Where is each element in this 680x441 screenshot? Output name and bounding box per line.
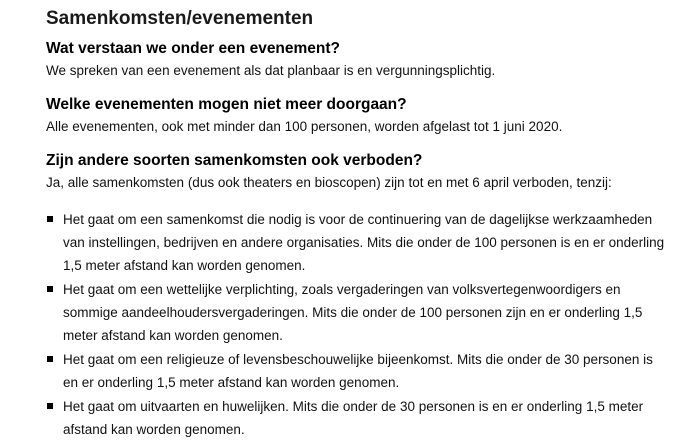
faq-answer: Alle evenementen, ook met minder dan 100 personen, worden afgelast tot 1 juni 2020. (46, 119, 563, 134)
exceptions-list (46, 208, 670, 441)
list-item-text: Het gaat om een religieuze of levensbeschouwelijke bijeenkomst. Mits die onder de 30 personen is en er onderling 1,5 meter afstand kan worden genomen. (63, 352, 653, 390)
list-item (46, 395, 670, 441)
list-item (46, 348, 670, 394)
list-item-text: Het gaat om uitvaarten en huwelijken. Mits die onder de 30 personen is en er onderling 1,5 meter afstand kan worden genomen. (63, 399, 644, 437)
faq-question: Zijn andere soorten samenkomsten ook verboden? (46, 152, 423, 169)
faq-answer: Ja, alle samenkomsten (dus ook theaters en bioscopen) zijn tot en met 6 april verboden, tenzij: (46, 175, 612, 190)
faq-section-other-gatherings (46, 150, 670, 441)
page-title: Samenkomsten/evenementen (46, 8, 314, 29)
list-item (46, 278, 670, 347)
square-bullet-icon (47, 216, 53, 222)
square-bullet-icon (47, 356, 53, 362)
faq-section-event-definition (46, 38, 670, 82)
faq-question: Welke evenementen mogen niet meer doorgaan? (46, 96, 407, 113)
faq-section-cancelled-events (46, 94, 670, 138)
faq-answer: We spreken van een evenement als dat planbaar is en vergunningsplichtig. (46, 63, 496, 78)
square-bullet-icon (47, 403, 53, 409)
list-item (46, 208, 670, 277)
list-item-text: Het gaat om een wettelijke verplichting, zoals vergaderingen van volksvertegenwoordigers en sommige aandeelhoudersvergaderingen. Mits die onder de 100 personen zijn en er onderling 1,5 meter afstand kan worden genomen. (63, 282, 643, 343)
square-bullet-icon (47, 286, 53, 292)
list-item-text: Het gaat om een samenkomst die nodig is voor de continuering van de dagelijkse werkzaamheden van instellingen, bedrijven en andere organisaties. Mits die onder de 100 personen is en er onderling 1,5 meter afstand kan worden genomen. (63, 212, 665, 273)
faq-question: Wat verstaan we onder een evenement? (46, 40, 341, 57)
